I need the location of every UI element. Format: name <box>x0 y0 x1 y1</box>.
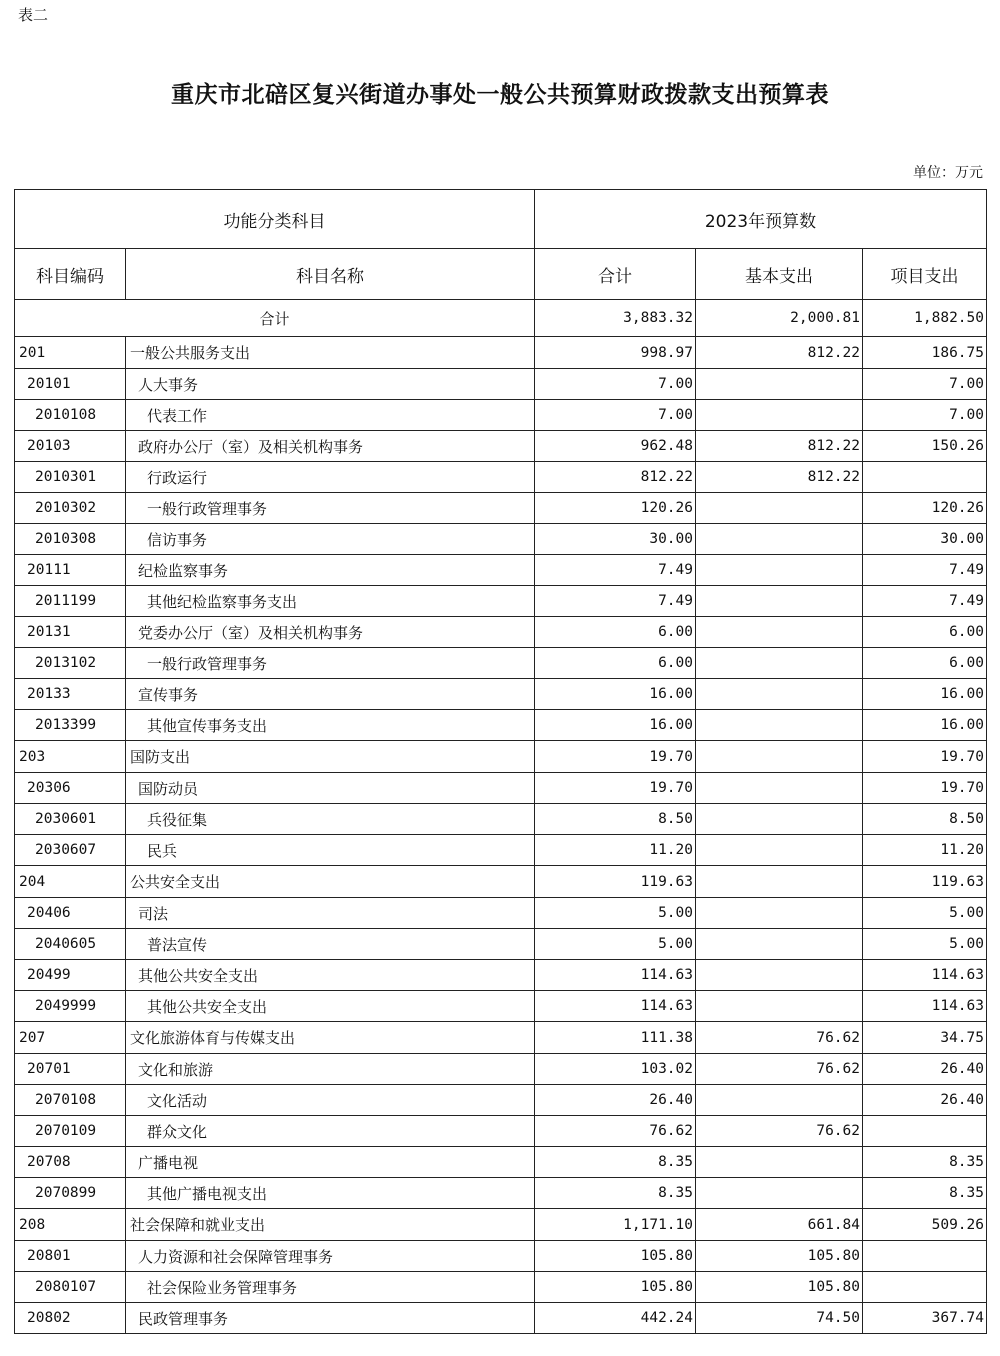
budget-table <box>14 189 987 1334</box>
cell-basic <box>696 835 863 866</box>
header-row-columns <box>15 249 987 300</box>
cell-code: 204 <box>15 866 126 898</box>
table-row <box>15 586 987 617</box>
table-row <box>15 898 987 929</box>
cell-total: 1,171.10 <box>535 1209 696 1241</box>
cell-total: 5.00 <box>535 929 696 960</box>
cell-basic <box>696 991 863 1022</box>
cell-name: 一般行政管理事务 <box>126 648 535 679</box>
cell-name: 民兵 <box>126 835 535 866</box>
cell-project: 150.26 <box>863 431 987 462</box>
unit-label: 单位：万元 <box>913 165 983 181</box>
cell-project: 26.40 <box>863 1054 987 1085</box>
cell-project: 8.50 <box>863 804 987 835</box>
cell-basic <box>696 710 863 741</box>
cell-total: 442.24 <box>535 1303 696 1334</box>
header-total: 合计 <box>535 249 696 300</box>
table-row <box>15 1147 987 1178</box>
cell-basic: 661.84 <box>696 1209 863 1241</box>
cell-total: 114.63 <box>535 991 696 1022</box>
cell-project: 120.26 <box>863 493 987 524</box>
cell-name: 政府办公厅（室）及相关机构事务 <box>126 431 535 462</box>
cell-project: 5.00 <box>863 898 987 929</box>
summary-project: 1,882.50 <box>863 300 987 337</box>
cell-total: 6.00 <box>535 617 696 648</box>
cell-project: 509.26 <box>863 1209 987 1241</box>
cell-total: 998.97 <box>535 337 696 369</box>
cell-name: 一般公共服务支出 <box>126 337 535 369</box>
table-row <box>15 1085 987 1116</box>
table-row <box>15 400 987 431</box>
cell-total: 76.62 <box>535 1116 696 1147</box>
table-row <box>15 1054 987 1085</box>
table-row <box>15 1209 987 1241</box>
cell-total: 962.48 <box>535 431 696 462</box>
cell-project <box>863 462 987 493</box>
cell-code: 203 <box>15 741 126 773</box>
table-row <box>15 1178 987 1209</box>
cell-name: 宣传事务 <box>126 679 535 710</box>
cell-basic <box>696 369 863 400</box>
cell-total: 105.80 <box>535 1272 696 1303</box>
cell-basic: 105.80 <box>696 1241 863 1272</box>
cell-name: 代表工作 <box>126 400 535 431</box>
cell-code: 2010302 <box>15 493 126 524</box>
cell-project: 6.00 <box>863 617 987 648</box>
cell-code: 20406 <box>15 898 126 929</box>
header-row-group <box>15 190 987 249</box>
document-title: 重庆市北碚区复兴街道办事处一般公共预算财政拨款支出预算表 <box>171 81 829 108</box>
cell-total: 8.35 <box>535 1147 696 1178</box>
cell-total: 6.00 <box>535 648 696 679</box>
summary-basic: 2,000.81 <box>696 300 863 337</box>
cell-basic <box>696 400 863 431</box>
cell-project: 7.00 <box>863 369 987 400</box>
cell-project: 186.75 <box>863 337 987 369</box>
cell-name: 民政管理事务 <box>126 1303 535 1334</box>
cell-code: 2010108 <box>15 400 126 431</box>
cell-basic <box>696 741 863 773</box>
cell-total: 7.49 <box>535 555 696 586</box>
cell-code: 20708 <box>15 1147 126 1178</box>
cell-name: 行政运行 <box>126 462 535 493</box>
cell-code: 20802 <box>15 1303 126 1334</box>
cell-code: 2070109 <box>15 1116 126 1147</box>
summary-label: 合计 <box>15 300 535 337</box>
header-code: 科目编码 <box>15 249 126 300</box>
cell-name: 一般行政管理事务 <box>126 493 535 524</box>
cell-code: 2040605 <box>15 929 126 960</box>
cell-basic <box>696 524 863 555</box>
table-row <box>15 648 987 679</box>
cell-basic: 76.62 <box>696 1054 863 1085</box>
table-row <box>15 741 987 773</box>
cell-project: 6.00 <box>863 648 987 679</box>
table-row <box>15 835 987 866</box>
cell-project: 16.00 <box>863 679 987 710</box>
header-name: 科目名称 <box>126 249 535 300</box>
cell-basic <box>696 493 863 524</box>
cell-code: 2049999 <box>15 991 126 1022</box>
cell-name: 党委办公厅（室）及相关机构事务 <box>126 617 535 648</box>
cell-code: 2010301 <box>15 462 126 493</box>
cell-name: 人力资源和社会保障管理事务 <box>126 1241 535 1272</box>
cell-code: 20111 <box>15 555 126 586</box>
cell-name: 人大事务 <box>126 369 535 400</box>
cell-total: 812.22 <box>535 462 696 493</box>
cell-total: 7.00 <box>535 400 696 431</box>
cell-basic <box>696 555 863 586</box>
table-row <box>15 679 987 710</box>
cell-basic <box>696 648 863 679</box>
table-row <box>15 337 987 369</box>
cell-project: 11.20 <box>863 835 987 866</box>
cell-project: 7.49 <box>863 555 987 586</box>
cell-total: 19.70 <box>535 773 696 804</box>
header-budget-year: 2023年预算数 <box>535 190 987 249</box>
cell-project: 30.00 <box>863 524 987 555</box>
cell-basic: 812.22 <box>696 431 863 462</box>
table-row <box>15 555 987 586</box>
cell-total: 16.00 <box>535 679 696 710</box>
cell-project: 19.70 <box>863 741 987 773</box>
cell-project: 119.63 <box>863 866 987 898</box>
cell-basic <box>696 960 863 991</box>
cell-total: 105.80 <box>535 1241 696 1272</box>
cell-code: 20101 <box>15 369 126 400</box>
cell-total: 11.20 <box>535 835 696 866</box>
cell-basic: 812.22 <box>696 462 863 493</box>
cell-basic <box>696 866 863 898</box>
header-project: 项目支出 <box>863 249 987 300</box>
cell-total: 7.00 <box>535 369 696 400</box>
summary-total: 3,883.32 <box>535 300 696 337</box>
header-func-category: 功能分类科目 <box>15 190 535 249</box>
cell-project <box>863 1116 987 1147</box>
cell-basic: 812.22 <box>696 337 863 369</box>
cell-project: 34.75 <box>863 1022 987 1054</box>
cell-code: 20499 <box>15 960 126 991</box>
table-row <box>15 960 987 991</box>
cell-total: 16.00 <box>535 710 696 741</box>
cell-project: 367.74 <box>863 1303 987 1334</box>
cell-basic <box>696 1147 863 1178</box>
cell-total: 26.40 <box>535 1085 696 1116</box>
cell-code: 2011199 <box>15 586 126 617</box>
table-row <box>15 617 987 648</box>
cell-code: 20133 <box>15 679 126 710</box>
cell-name: 其他公共安全支出 <box>126 991 535 1022</box>
cell-code: 20131 <box>15 617 126 648</box>
cell-total: 103.02 <box>535 1054 696 1085</box>
cell-basic <box>696 898 863 929</box>
cell-total: 119.63 <box>535 866 696 898</box>
cell-total: 114.63 <box>535 960 696 991</box>
table-row <box>15 866 987 898</box>
cell-name: 文化旅游体育与传媒支出 <box>126 1022 535 1054</box>
cell-total: 7.49 <box>535 586 696 617</box>
cell-total: 8.50 <box>535 804 696 835</box>
table-body <box>15 300 987 1334</box>
summary-row <box>15 300 987 337</box>
cell-project <box>863 1272 987 1303</box>
cell-name: 文化活动 <box>126 1085 535 1116</box>
cell-name: 其他广播电视支出 <box>126 1178 535 1209</box>
cell-name: 社会保障和就业支出 <box>126 1209 535 1241</box>
table-row <box>15 524 987 555</box>
cell-name: 其他宣传事务支出 <box>126 710 535 741</box>
cell-code: 2010308 <box>15 524 126 555</box>
cell-total: 5.00 <box>535 898 696 929</box>
cell-name: 社会保险业务管理事务 <box>126 1272 535 1303</box>
table-row <box>15 804 987 835</box>
table-number-label: 表二 <box>18 6 49 24</box>
cell-project: 7.49 <box>863 586 987 617</box>
cell-basic: 76.62 <box>696 1116 863 1147</box>
table-row <box>15 431 987 462</box>
cell-code: 20801 <box>15 1241 126 1272</box>
table-row <box>15 1022 987 1054</box>
cell-code: 20103 <box>15 431 126 462</box>
cell-name: 国防支出 <box>126 741 535 773</box>
cell-name: 信访事务 <box>126 524 535 555</box>
table-row <box>15 710 987 741</box>
table-row <box>15 929 987 960</box>
table-row <box>15 1303 987 1334</box>
cell-code: 2080107 <box>15 1272 126 1303</box>
table-row <box>15 1116 987 1147</box>
cell-project: 16.00 <box>863 710 987 741</box>
cell-project: 114.63 <box>863 960 987 991</box>
cell-basic <box>696 804 863 835</box>
table-row <box>15 369 987 400</box>
cell-name: 其他公共安全支出 <box>126 960 535 991</box>
cell-code: 2030601 <box>15 804 126 835</box>
cell-project: 8.35 <box>863 1147 987 1178</box>
cell-name: 普法宣传 <box>126 929 535 960</box>
header-basic: 基本支出 <box>696 249 863 300</box>
cell-code: 2070899 <box>15 1178 126 1209</box>
cell-code: 2030607 <box>15 835 126 866</box>
cell-total: 8.35 <box>535 1178 696 1209</box>
cell-basic: 74.50 <box>696 1303 863 1334</box>
cell-basic <box>696 773 863 804</box>
cell-code: 2013399 <box>15 710 126 741</box>
cell-basic <box>696 679 863 710</box>
cell-total: 19.70 <box>535 741 696 773</box>
cell-basic <box>696 1085 863 1116</box>
cell-name: 广播电视 <box>126 1147 535 1178</box>
table-row <box>15 462 987 493</box>
cell-basic <box>696 929 863 960</box>
cell-name: 司法 <box>126 898 535 929</box>
cell-code: 20701 <box>15 1054 126 1085</box>
cell-name: 其他纪检监察事务支出 <box>126 586 535 617</box>
cell-code: 208 <box>15 1209 126 1241</box>
cell-name: 群众文化 <box>126 1116 535 1147</box>
cell-basic <box>696 1178 863 1209</box>
table-row <box>15 991 987 1022</box>
cell-name: 公共安全支出 <box>126 866 535 898</box>
cell-project: 5.00 <box>863 929 987 960</box>
cell-total: 120.26 <box>535 493 696 524</box>
table-row <box>15 1272 987 1303</box>
cell-code: 2070108 <box>15 1085 126 1116</box>
cell-basic <box>696 586 863 617</box>
cell-code: 20306 <box>15 773 126 804</box>
cell-total: 111.38 <box>535 1022 696 1054</box>
cell-project: 7.00 <box>863 400 987 431</box>
cell-project: 8.35 <box>863 1178 987 1209</box>
cell-project <box>863 1241 987 1272</box>
cell-name: 兵役征集 <box>126 804 535 835</box>
cell-total: 30.00 <box>535 524 696 555</box>
cell-name: 国防动员 <box>126 773 535 804</box>
cell-code: 201 <box>15 337 126 369</box>
cell-code: 207 <box>15 1022 126 1054</box>
table-row <box>15 1241 987 1272</box>
cell-project: 114.63 <box>863 991 987 1022</box>
cell-project: 26.40 <box>863 1085 987 1116</box>
cell-name: 纪检监察事务 <box>126 555 535 586</box>
cell-name: 文化和旅游 <box>126 1054 535 1085</box>
cell-project: 19.70 <box>863 773 987 804</box>
cell-basic <box>696 617 863 648</box>
cell-code: 2013102 <box>15 648 126 679</box>
table-row <box>15 773 987 804</box>
cell-basic: 105.80 <box>696 1272 863 1303</box>
table-row <box>15 493 987 524</box>
cell-basic: 76.62 <box>696 1022 863 1054</box>
